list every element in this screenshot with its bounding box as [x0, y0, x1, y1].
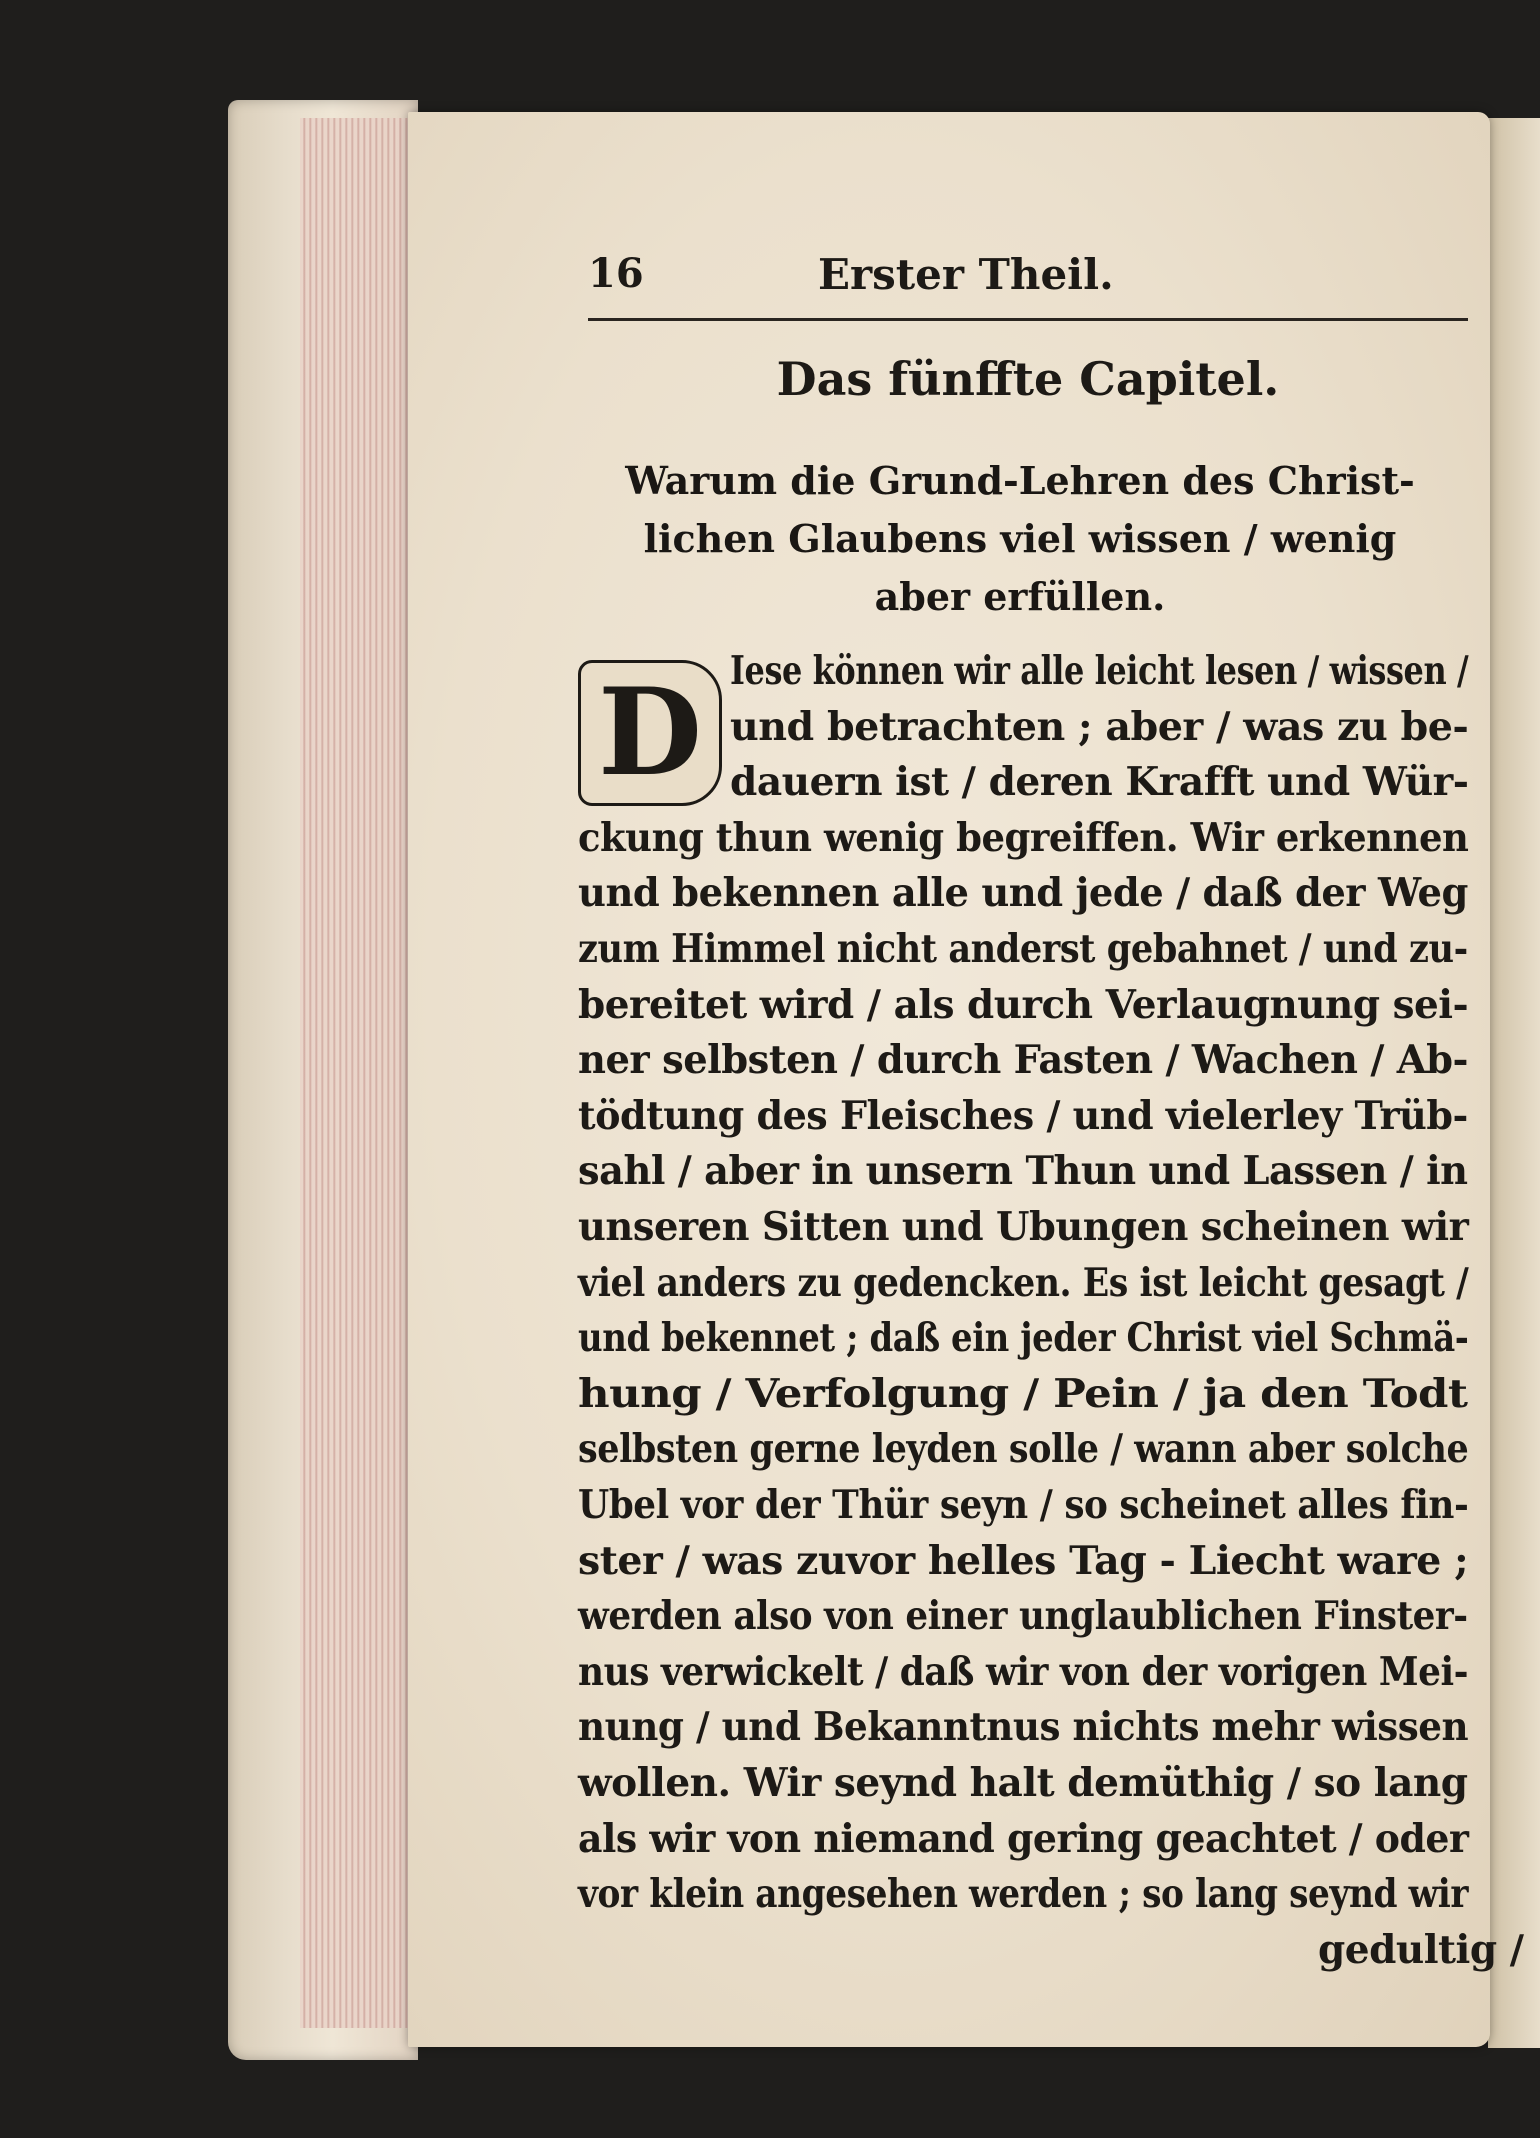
body-line: als wir von niemand gering geachtet / oder: [578, 1815, 1469, 1862]
body-line: ner selbsten / durch Fasten / Wachen / Ab-: [578, 1037, 1468, 1084]
body-line: werden also von einer unglaublichen Finster-: [578, 1593, 1468, 1640]
body-line: ster / was zuvor helles Tag - Liecht ware ;: [578, 1537, 1469, 1584]
body-line: tödtung des Fleisches / und vielerley Trüb-: [578, 1092, 1468, 1139]
body-line: Ubel vor der Thür seyn / so scheinet alles fin-: [578, 1482, 1469, 1528]
body-line: unseren Sitten und Ubungen scheinen wir: [578, 1204, 1469, 1250]
body-line: dauern ist / deren Krafft und Wür-: [730, 759, 1469, 806]
body-line: Iese können wir alle leicht lesen / wissen /: [730, 648, 1469, 694]
chapter-title: Das fünffte Capitel.: [776, 352, 1280, 406]
body-line: und betrachten ; aber / was zu be-: [730, 703, 1469, 750]
body-line: hung / Verfolgung / Pein / ja den Todt: [578, 1370, 1468, 1417]
body-line: zum Himmel nicht anderst gebahnet / und zu-: [578, 926, 1468, 972]
body-line: wollen. Wir seynd halt demüthig / so lang: [578, 1760, 1468, 1806]
page-number: 16: [588, 250, 644, 297]
body-line: nung / und Bekanntnus nichts mehr wissen: [578, 1704, 1469, 1751]
body-line: selbsten gerne leyden solle / wann aber solche: [578, 1426, 1469, 1473]
subtitle-line: aber erfüllen.: [874, 574, 1166, 619]
body-line: und bekennet ; daß ein jeder Christ viel Schmä-: [578, 1315, 1469, 1362]
body-line: gedultig /: [1318, 1926, 1524, 1973]
body-line: ckung thun wenig begreiffen. Wir erkennen: [578, 814, 1469, 861]
subtitle-line: lichen Glaubens viel wissen / wenig: [643, 516, 1397, 561]
body-line: vor klein angesehen werden ; so lang seynd wir: [578, 1871, 1469, 1918]
body-line: sahl / aber in unsern Thun und Lassen / in: [578, 1148, 1468, 1195]
subtitle-line: Warum die Grund-Lehren des Christ-: [625, 458, 1415, 503]
running-head: Erster Theil.: [818, 250, 1114, 299]
body-line: bereitet wird / als durch Verlaugnung sei-: [578, 981, 1469, 1028]
body-line: nus verwickelt / daß wir von der vorigen Mei-: [578, 1648, 1469, 1695]
body-line: und bekennen alle und jede / daß der Weg: [578, 870, 1468, 917]
body-line: viel anders zu gedencken. Es ist leicht gesagt /: [578, 1259, 1469, 1306]
decorated-initial-letter: D: [578, 660, 722, 806]
